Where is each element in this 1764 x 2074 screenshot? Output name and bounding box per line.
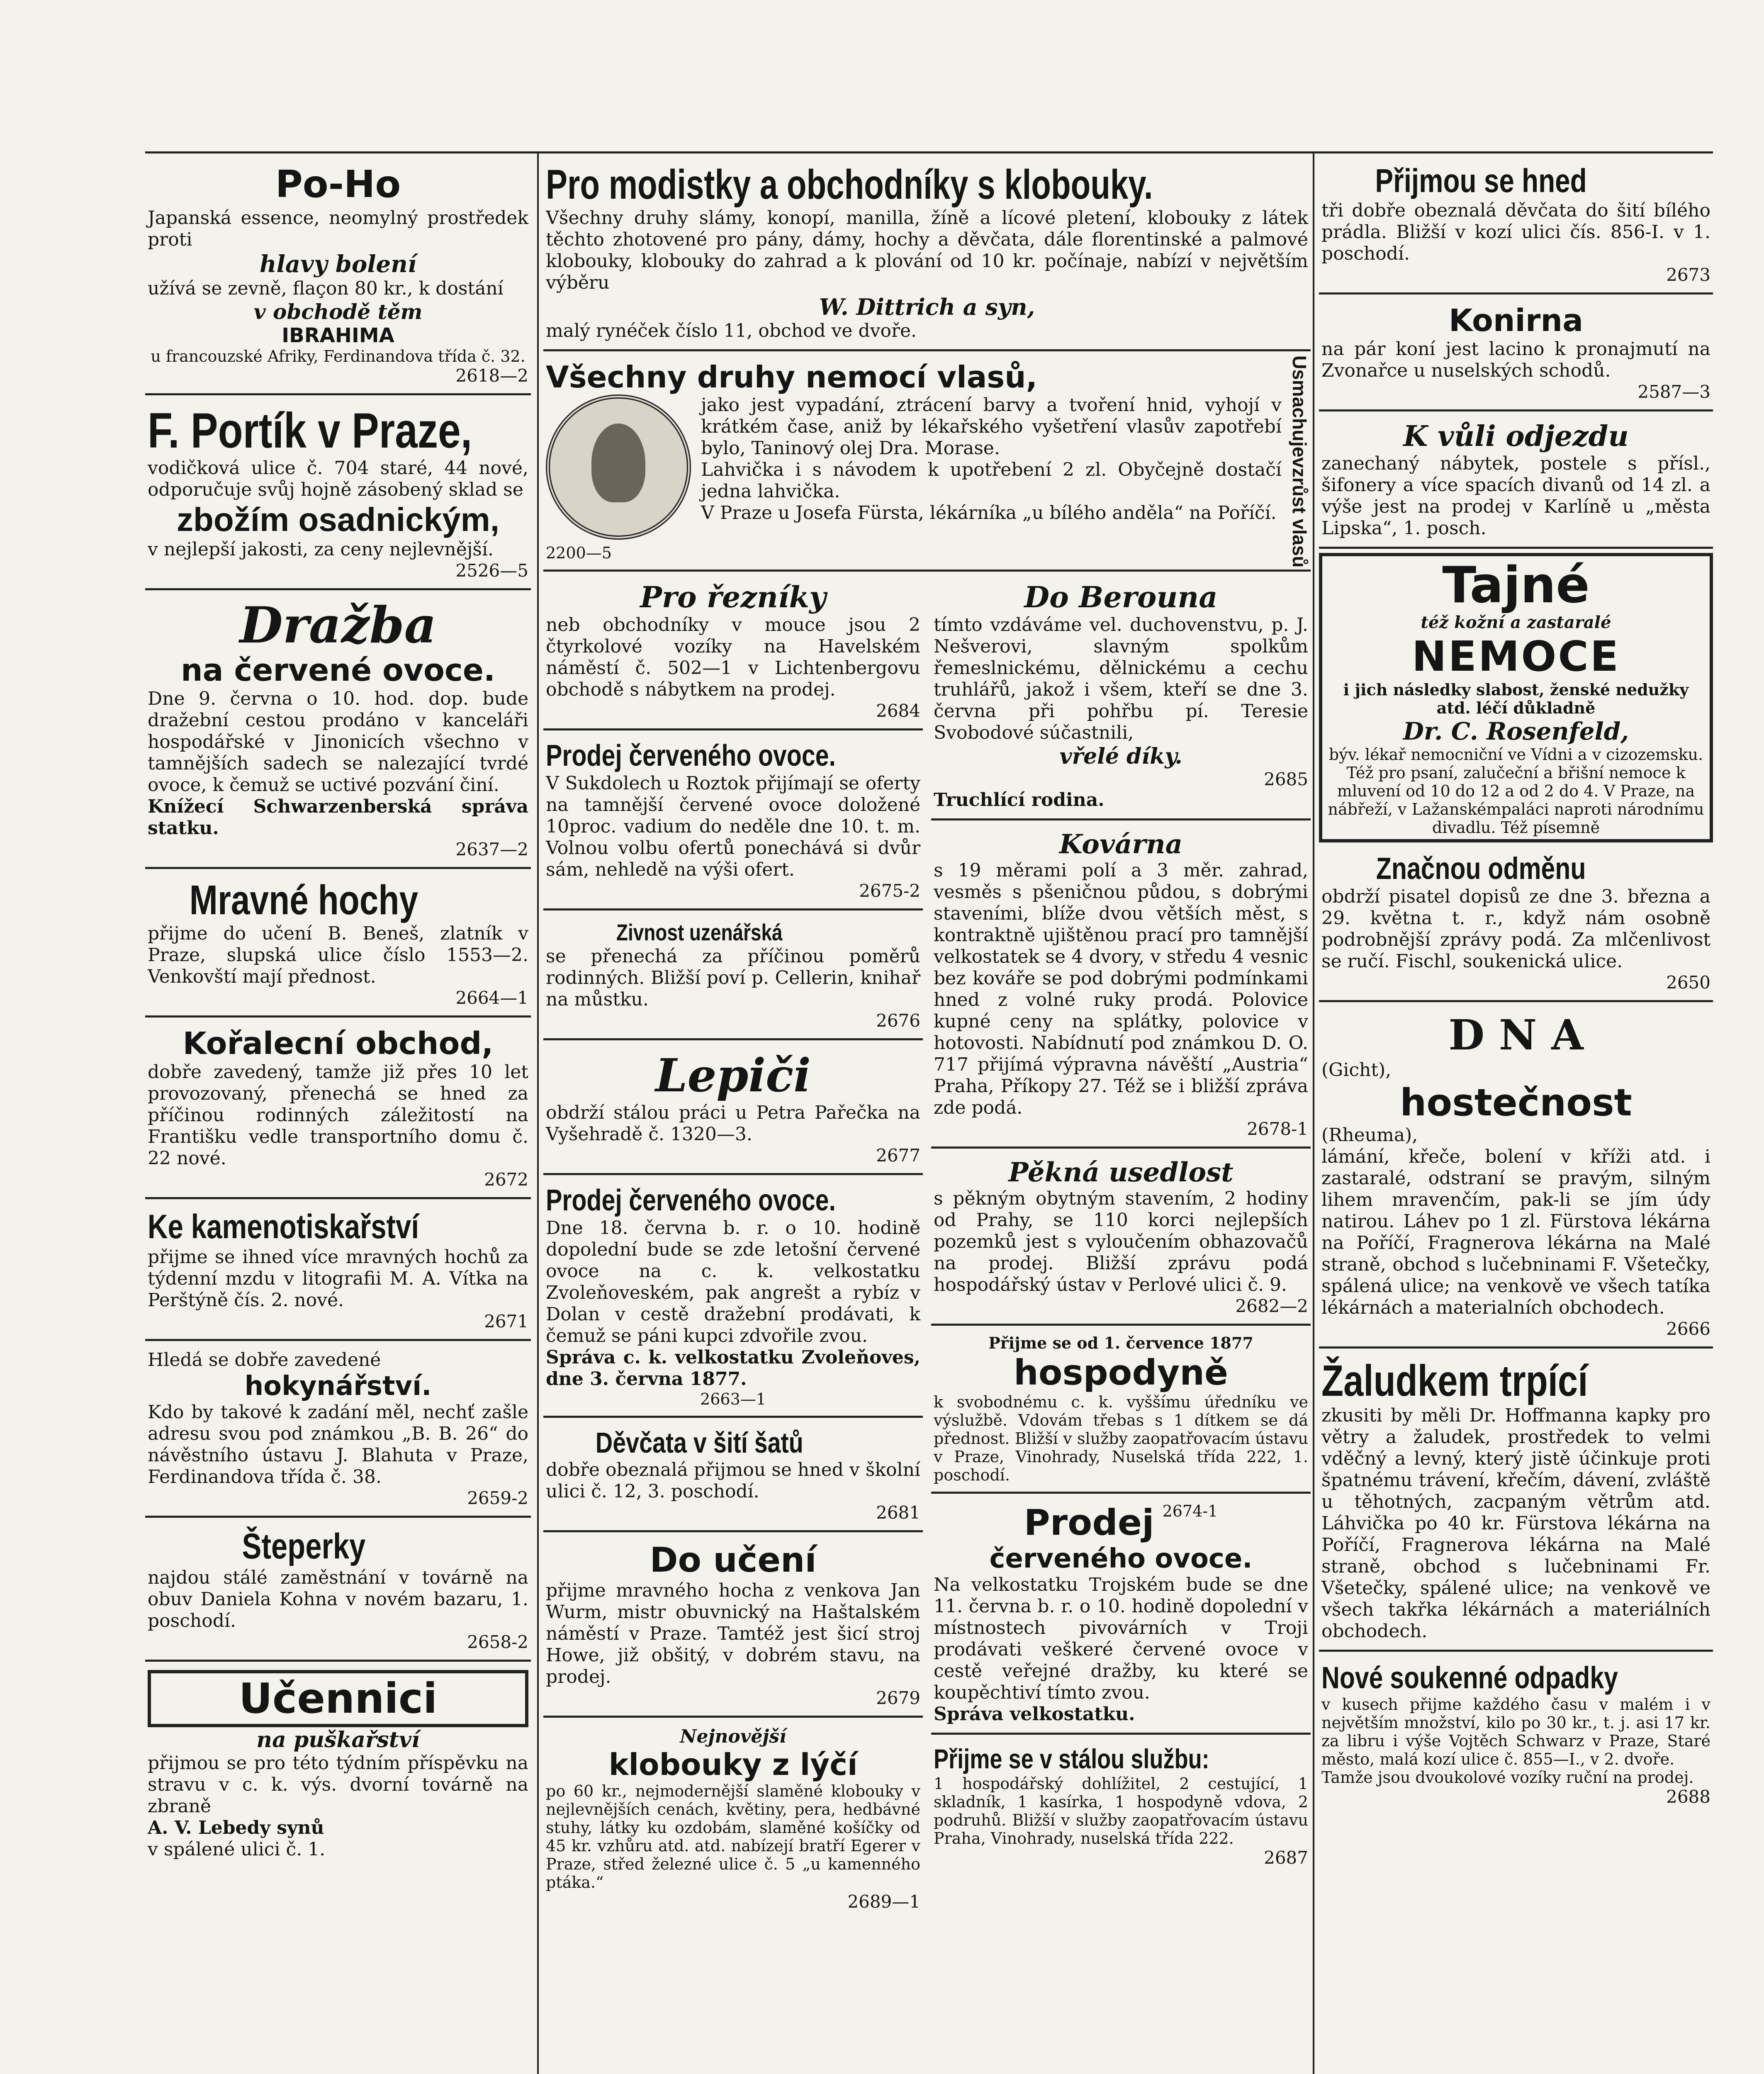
ad-text: obdrží stálou práci u Petra Pařečka na Vyšehradě č. 1320—3. xyxy=(546,1102,920,1145)
ad-prijmou xyxy=(1319,158,1713,295)
ad-text: Japanská essence, neomylný prostředek proti xyxy=(148,207,528,250)
ad-text: zanechaný nábytek, postele s přísl., šifonery a více spacích divanů od 14 zl. a výše jest na prodej v Karlíně u „města Lipska“, 1. posch. xyxy=(1321,453,1710,539)
ad-subtitle: červeného ovoce. xyxy=(989,1543,1253,1574)
ad-ref: 2658-2 xyxy=(467,1632,528,1652)
ad-text: užívá se zevně, flaçon 80 kr., k dostání xyxy=(148,278,504,299)
middle-subcolumn-right xyxy=(931,576,1311,1923)
ad-title: Přijme se v stálou službu: xyxy=(934,1743,1209,1774)
ad-dna xyxy=(1319,1006,1713,1349)
ad-ref: 2681 xyxy=(876,1502,920,1523)
ad-subtitle: (Gicht), xyxy=(1321,1059,1392,1081)
ad-title: Děvčata v šití šatů xyxy=(595,1426,803,1459)
ad-poho xyxy=(145,158,531,395)
ad-odpadky xyxy=(1319,1656,1713,1814)
ad-title: Po-Ho xyxy=(275,163,401,206)
ad-uceni xyxy=(543,1536,923,1718)
column-rule-2 xyxy=(1313,153,1314,2074)
ad-hokynarstvi xyxy=(145,1345,531,1518)
ad-vlasy xyxy=(543,355,1311,572)
column-right xyxy=(1319,158,1713,1818)
ad-beroun xyxy=(931,576,1311,820)
ad-text: Lahvička i s návodem k upotřebení 2 zl. Obyčejně dostačí jedna lahvička. xyxy=(701,459,1282,502)
ad-signature: Knížecí Schwarzenberská správa statku. xyxy=(148,796,528,839)
ad-ref: 2673 xyxy=(1666,265,1710,285)
ad-text: dobře zavedený, tamže již přes 10 let provozovaný, přenechá se hned za příčinou rodinných záležitostí na Františku vedle transportního domu č. 22 nové. xyxy=(148,1061,528,1169)
ad-stala-sluzba xyxy=(931,1739,1311,1875)
ad-text: přijme mravného hocha z venkova Jan Wurm, mistr obuvnický na Haštalském náměstí v Praze. Tamtéž jest šicí stroj Howe, již obšitý, v dobrém stavu, na prodej. xyxy=(546,1580,920,1687)
ad-title: hospodyně xyxy=(1013,1352,1228,1393)
ad-title: Šteperky xyxy=(242,1526,366,1566)
ad-ucennici xyxy=(145,1666,531,1868)
ad-title: Konirna xyxy=(1448,303,1584,338)
ad-title: D N A xyxy=(1448,1010,1584,1059)
ad-intro: Přijme se od 1. července 1877 xyxy=(988,1334,1253,1352)
ad-text: na pár koní jest lacino k pronajmutí na Zvonařce u nuselských schodů. xyxy=(1321,338,1710,381)
ad-ref: 2677 xyxy=(876,1145,920,1166)
ad-portik xyxy=(145,399,531,590)
ad-title: Prodej červeného ovoce. xyxy=(546,739,836,772)
ad-title: Ke kamenotiskařství xyxy=(148,1208,419,1246)
ad-ref: 2650 xyxy=(1666,972,1710,993)
ad-text: 1 hospodářský dohlížitel, 2 cestující, 1 skladník, 1 kasírka, 1 hospodyně vdova, 2 podruhů. Bližší v služby zaopatřovacím ústavu Praha, Vinohrady, nuselská třída 222. xyxy=(934,1775,1308,1848)
ad-subtitle: (Rheuma), xyxy=(1321,1125,1418,1146)
ad-ref: 2672 xyxy=(484,1169,528,1190)
ad-title: Pro modistky a obchodníky s klobouky. xyxy=(546,161,1153,208)
ad-odmena xyxy=(1319,847,1713,1002)
ad-ref: 2618—2 xyxy=(455,365,528,386)
ad-title: Kořalecní obchod, xyxy=(182,1026,494,1061)
ad-ref: 2526—5 xyxy=(455,560,528,581)
ad-ref: 2688 xyxy=(1666,1787,1710,1807)
ad-title: Tajné xyxy=(1442,557,1590,614)
ad-text: přijme se ihned více mravných hochů za týdenní mzdu v litografii M. A. Vítka na Perštýně čís. 2. nové. xyxy=(148,1246,528,1311)
ad-title: Prodej červeného ovoce. xyxy=(546,1184,836,1217)
ad-ref: 2674-1 xyxy=(1162,1502,1218,1520)
ad-ref: 2587—3 xyxy=(1637,382,1710,402)
ad-title: klobouky z lýčí xyxy=(608,1747,858,1782)
ad-title: Mravné hochy xyxy=(189,877,418,923)
middle-subcolumn-left xyxy=(543,576,923,1923)
ad-text: Dne 18. června b. r. o 10. hodině dopolední bude se zde letošní červené ovoce na c. k. velkostatku Zvoleňoveském, pak angrešt a rybíz v Dolan v cestě dražební prodávati, k čemuž se páni kupci zdvořile zvou. xyxy=(546,1217,920,1346)
ad-text: lámání, křeče, bolení v kříži atd. i zastaralé, odstraní se pravým, silným lihem mravenčím, pak-li se jím údy natirou. Láhev po 1 zl. Fürstova lékárna na Poříčí, Fragnerova lékárna na Malé straně, obchod s lučebninami F. Všetečky, spálená ulice; na venkově ve všech tatíka lékárnách a materialních obchodech. xyxy=(1321,1146,1710,1318)
ad-ref: 2664—1 xyxy=(455,988,528,1008)
ad-text: i jich následky slabost, ženské nedužky atd. léčí důkladně xyxy=(1343,680,1689,717)
ad-text: tímto vzdáváme vel. duchovenstvu, p. J. Nešverovi, slavným spolkům řemeslnickému, dělnickému a cechu truhlářů, jakož i všem, kteří se dne 3. června při pohřbu pí. Teresie Svobodové súčastnili, xyxy=(934,614,1308,743)
ad-title: Pěkná usedlost xyxy=(1008,1157,1234,1188)
ad-text: se přenechá za příčinou poměrů rodinných. Bližší poví p. Cellerin, knihař na můstku. xyxy=(546,946,920,1010)
ad-text: neb obchodníky v mouce jsou 2 čtyrkolové vozíky na Havelském náměstí č. 502—1 v Lichtenbergovu obchodě s nábytkem na prodej. xyxy=(546,614,920,700)
ad-title: Do učení xyxy=(650,1541,817,1580)
ad-devcata xyxy=(543,1422,923,1532)
ad-text: V Praze u Josefa Fürsta, lékárníka „u bílého anděla“ na Poříčí. xyxy=(701,502,1277,523)
ad-reznik xyxy=(543,576,923,730)
ad-ref: 2689—1 xyxy=(847,1891,920,1912)
ad-title-row xyxy=(934,1502,1308,1543)
ad-text: Tamže jsou dvoukolové vozíky ruční na prodej. xyxy=(1321,1768,1694,1787)
ad-zaludek xyxy=(1319,1353,1713,1652)
ad-ref: 2666 xyxy=(1666,1319,1710,1339)
ad-ref: 2659-2 xyxy=(467,1488,528,1508)
ad-drazba xyxy=(145,594,531,869)
ad-title: Učennici xyxy=(148,1670,528,1727)
ad-text: Dne 9. června o 10. hod. dop. bude dražební cestou prodáno v kanceláři hospodářské v Jinonicích všechno v tamnějších sadech se nalezající tvrdé ovoce, k čemuž se uctivé pozvání činí. xyxy=(148,688,528,796)
ad-hochy xyxy=(145,873,531,1018)
ad-text: býv. lékař nemocniční ve Vídni a v cizozemsku. Též pro psaní, zalučeční a břišní nemoce k mluvení od 10 do 12 a od 2 do 4. V Praze, na nábřeží, v Lažanskémpaláci naproti národnímu divadlu. Též písemně xyxy=(1328,745,1704,837)
column-middle xyxy=(543,158,1311,1923)
ad-modistky xyxy=(543,158,1311,351)
ad-text: tři dobře obeznalá děvčata do šití bílého prádla. Bližší v kozí ulici čís. 856-I. v 1. poschodí. xyxy=(1321,200,1710,264)
ad-title: Kovárna xyxy=(1059,829,1183,860)
ad-signature: Správa velkostatku. xyxy=(934,1704,1135,1725)
ad-text: přijme do učení B. Beneš, zlatník v Praze, slupská ulice číslo 1553—2. Venkovští mají přednost. xyxy=(148,923,528,987)
ad-name: A. V. Lebedy synů xyxy=(148,1817,324,1838)
column-left xyxy=(145,158,531,1872)
ad-ref: 2637—2 xyxy=(455,839,528,859)
ad-ref: 2678-1 xyxy=(1247,1119,1308,1139)
ad-title: hokynářství. xyxy=(244,1371,432,1402)
ad-text: přijmou se pro této týdním příspěvku na stravu v c. k. výs. dvorní továrně na zbraně xyxy=(148,1753,528,1817)
ad-ref: 2687 xyxy=(1264,1848,1308,1868)
ad-klobouky-lyci xyxy=(543,1722,923,1919)
ad-text: k svobodnému c. k. vyššímu úředníku ve výslužbě. Vdovám třebas s 1 dítkem se dá přednost. Bližší v služby zaopatřovacím ústavu v Praze, Vinohrady, Nuselská třída 222, 1. poschodí. xyxy=(934,1393,1308,1484)
ad-title: Žaludkem trpící xyxy=(1321,1356,1588,1405)
ad-ref: 2663—1 xyxy=(700,1390,766,1408)
ad-subtitle: na puškařství xyxy=(256,1727,420,1753)
portrait-medallion-image xyxy=(546,394,691,540)
ad-title: Zivnost uzenářská xyxy=(616,919,783,945)
ad-kovarna xyxy=(931,825,1311,1149)
ad-hospodyne xyxy=(931,1330,1311,1494)
ad-highlight: hlavy bolení xyxy=(259,251,417,278)
newspaper-page xyxy=(145,104,1713,2074)
ad-tajne-nemoce xyxy=(1319,553,1713,842)
ad-text: s 19 měrami polí a 3 měr. zahrad, vesměs s pšeničnou půdou, s dobrými staveními, blíže dvou větších měst, s kontraktně ujištěnou prací pro tamnější velkostatek se 4 dvory, v středu 4 vesnic bez kováře se pod dobrými podmínkami hned z volné ruky prodá. Polovice kupné ceny na splátky, polovice v hotovosti. Nabídnutí pod známkou D. O. 717 přijímá výpravna návěští „Austria“ Praha, Příkopy 27. Též se i bližší zpráva zde podá. xyxy=(934,860,1308,1118)
ad-ref: 2675-2 xyxy=(859,881,920,901)
ad-text: V Sukdolech u Roztok přijímají se oferty na tamnější červené ovoce doložené 10proc. vadium do neděle dne 10. t. m. Volnou volbu ofertů ponechává si dvůr sám, nehledě na výši ofert. xyxy=(546,773,920,880)
ad-ref: 2684 xyxy=(876,701,920,721)
ad-prodej-1 xyxy=(543,735,923,910)
middle-subcolumns xyxy=(543,576,1311,1923)
ad-lepici xyxy=(543,1044,923,1175)
ad-subtitle: též kožní a zastaralé xyxy=(1421,613,1611,632)
ad-thanks: vřelé díky. xyxy=(1059,744,1182,769)
ad-text: jako jest vypadání, ztrácení barvy a tvoření hnid, vyhojí v krátkém čase, aniž by lékařského vyšetření vlasův zapotřebí bylo, Taninový olej Dra. Morase. xyxy=(701,394,1282,459)
ad-address: u francouzské Afriky, Ferdinandova třída č. 32. xyxy=(151,347,526,365)
ad-title: F. Portík v Praze, xyxy=(148,403,472,458)
ad-text: najdou stálé zaměstnání v továrně na obuv Daniela Kohna v novém bazaru, 1. poschodí. xyxy=(148,1567,528,1631)
ad-konirna xyxy=(1319,299,1713,411)
ad-odjezd xyxy=(1319,416,1713,549)
ad-intro: Nejnovější xyxy=(680,1726,786,1747)
ad-title: Pro řezníky xyxy=(640,580,826,614)
ad-firm: W. Dittrich a syn, xyxy=(819,294,1035,320)
ad-title: Do Berouna xyxy=(1024,580,1218,614)
column-rule-1 xyxy=(537,153,539,2074)
ad-prodej-3 xyxy=(931,1498,1311,1735)
ad-text: zkusiti by měli Dr. Hoffmanna kapky pro větry a žaludek, prostředek to velmi vděčný a levný, který jistě účinkuje proti špatnému trávení, křečím, dávení, zvláště u těhotných, zacpaným větrům atd. Láhvička po 40 kr. Fürstova lékárna na Poříčí, Fragnerova lékárna na Malé straně, obchod s lučebninami Fr. Všetečky, spálené ulice; na venkově ve všech takřka lékárnách a materiálních obchodech. xyxy=(1321,1405,1710,1642)
ad-title: Přijmou se hned xyxy=(1375,162,1587,199)
ad-address: v spálené ulici č. 1. xyxy=(148,1839,326,1860)
top-rule xyxy=(145,151,1713,153)
ad-zivnost xyxy=(543,915,923,1040)
ad-ref: 2679 xyxy=(876,1688,920,1708)
ad-name: IBRAHIMA xyxy=(282,324,394,347)
ad-big-word: NEMOCE xyxy=(1411,632,1620,681)
ad-signature: Správa c. k. velkostatku Zvoleňoves, dne 3. června 1877. xyxy=(546,1347,920,1390)
ad-text: Na velkostatku Trojském bude se dne 11. června b. r. o 10. hodině dopolední v místnostech pivovárních v Troji prodávati veškeré červené ovoce v cestě veřejné dražby, ku které se koupěchtiví tímto zvou. xyxy=(934,1574,1308,1703)
ad-title: Lepiči xyxy=(655,1049,811,1102)
ad-text: dobře obeznalá přijmou se hned v školní ulici č. 12, 3. poschodí. xyxy=(546,1459,920,1502)
ad-text: po 60 kr., nejmodernější slaměné klobouky v nejlevnějších cenách, květiny, pera, hedbávné stuhy, látky ku ozdobám, slaměné košíčky od 45 kr. vzhůru atd. atd. nabízejí bratří Egerer v Praze, střed železné ulice č. 5 „u kamenného ptáka.“ xyxy=(546,1782,920,1891)
ad-title: Všechny druhy nemocí vlasů, xyxy=(546,360,1037,394)
ad-kamenotisk xyxy=(145,1203,531,1341)
ad-title: Prodej xyxy=(1024,1502,1154,1543)
ad-title: K vůli odjezdu xyxy=(1403,420,1629,453)
ad-usedlost xyxy=(931,1153,1311,1326)
ad-ref: 2676 xyxy=(876,1010,920,1031)
ad-steperky xyxy=(145,1522,531,1662)
ad-highlight: zbožím osadnickým, xyxy=(177,501,499,538)
ad-ref: 2200—5 xyxy=(546,544,612,562)
ad-big-word: hostečnost xyxy=(1400,1081,1632,1125)
ad-koralecni xyxy=(145,1022,531,1199)
ad-text: v kusech přijme každého času v malém i v největším množství, kilo po 30 kr., t. j. asi 17 kr. za libru i výše Vojtěch Schwarz v Praze, Staré město, malá kozí ulice č. 855—I., v 2. dvoře. xyxy=(1321,1695,1710,1768)
ad-intro: Hledá se dobře zavedené xyxy=(148,1349,381,1370)
ad-prodej-2 xyxy=(543,1179,923,1418)
ad-title: Dražba xyxy=(239,596,437,655)
ad-address: malý rynéček číslo 11, obchod ve dvoře. xyxy=(546,320,917,341)
ad-doctor: Dr. C. Rosenfeld, xyxy=(1403,717,1629,745)
ad-ref: 2685 xyxy=(1264,769,1308,789)
ad-subtitle: na červené ovoce. xyxy=(180,652,496,688)
ad-text: s pěkným obytným stavením, 2 hodiny od Prahy, se 110 korci nejlepších pozemků jest s vyloučením obhazovačů na prodej. Bližší zprávu podá hospodářský ústav v Perlové ulici č. 9. xyxy=(934,1188,1308,1295)
ad-text: v nejlepší jakosti, za ceny nejlevnější. xyxy=(148,539,494,560)
ad-text: Kdo by takové k zadání měl, nechť zašle adresu svou pod známkou „B. B. 26“ do návěstního ústavu J. Blahuta v Praze, Ferdinandova třída č. 38. xyxy=(148,1402,528,1487)
ad-ref: 2671 xyxy=(484,1311,528,1332)
ad-ref: 2682—2 xyxy=(1235,1296,1308,1316)
ad-text: vodičková ulice č. 704 staré, 44 nové, odporučuje svůj hojně zásobený sklad se xyxy=(148,458,528,500)
ad-highlight: v obchodě těm xyxy=(253,299,423,324)
ad-vertical-label: Usmachujevzrůst vlasů xyxy=(1289,355,1310,568)
ad-text: Všechny druhy slámy, konopí, manilla, žíně a lícové pletení, klobouky z látek těchto zhotovené pro pány, dámy, hochy a děvčata, dále florentinské a palmové klobouky, klobouky do zahrad a k plování od 10 kr. počínaje, nabízí v největším výběru xyxy=(546,207,1308,293)
ad-title: Značnou odměnu xyxy=(1376,851,1586,886)
ad-title: Nové soukenné odpadky xyxy=(1321,1660,1618,1695)
ad-text: obdrží pisatel dopisů ze dne 3. března a 29. května t. r., když nám osobně podrobnější zprávy podá. Za mlčenlivost se ručí. Fischl, soukenická ulice. xyxy=(1321,886,1710,972)
ad-signature: Truchlící rodina. xyxy=(934,789,1105,811)
